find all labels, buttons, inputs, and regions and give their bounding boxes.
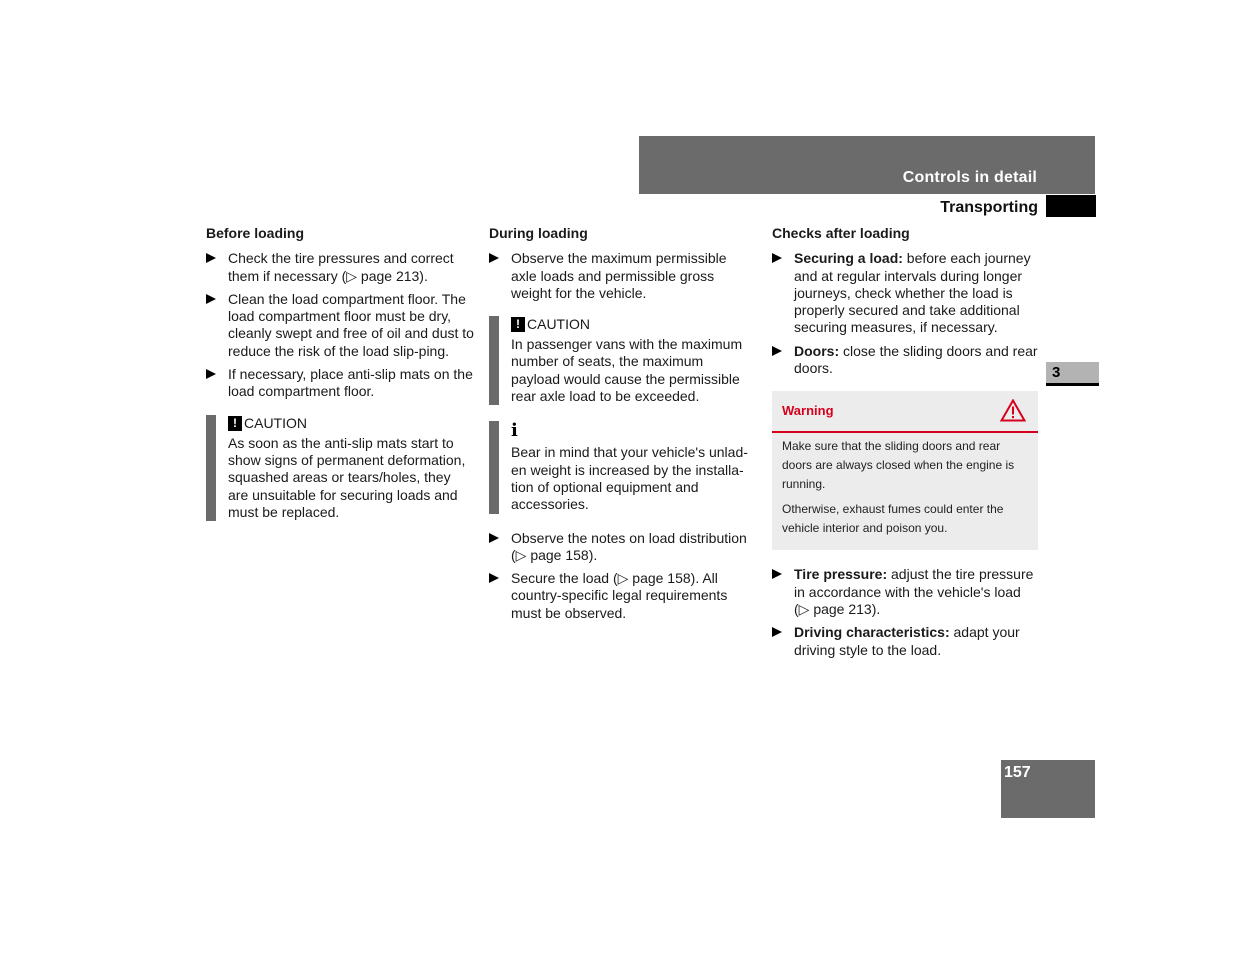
- note-bar: [489, 421, 499, 513]
- column-before-loading: [206, 225, 474, 537]
- list-item: [206, 291, 474, 360]
- caution-label: CAUTION: [527, 316, 590, 333]
- warning-box: [772, 391, 1038, 550]
- column-heading: Before loading: [206, 225, 305, 241]
- warning-text: Otherwise, exhaust fumes could enter the vehicle interior and poison you.: [782, 502, 1004, 536]
- bullet-text: adapt your driving style to the load.: [794, 624, 1020, 658]
- bullet-arrow-icon: [772, 253, 782, 263]
- bullet-arrow-icon: [772, 569, 782, 579]
- list-item: [772, 250, 1038, 336]
- chapter-tab: [1046, 362, 1099, 386]
- bullet-arrow-icon: [489, 573, 499, 583]
- bullet-text: before each journey and at regular intervals during longer journeys, check whether the load is properly secured and take additional securing measures, if necessary.: [794, 250, 1031, 336]
- bullet-arrow-icon: [772, 346, 782, 356]
- list-item: [489, 530, 755, 565]
- exclamation-icon: !: [228, 416, 242, 431]
- list-item: [772, 624, 1038, 659]
- column-checks-after-loading: [772, 225, 1038, 665]
- caution-text: As soon as the anti-slip mats start to show signs of permanent deformation, squashed areas or tears/holes, they are unsuitable for securing loads and must be replaced.: [228, 434, 466, 520]
- column-heading: Checks after loading: [772, 225, 910, 241]
- list-item: [206, 366, 474, 401]
- list-item: [772, 566, 1038, 618]
- bullet-term: Driving characteristics:: [794, 624, 950, 641]
- header-bar: [639, 136, 1095, 194]
- column-during-loading: [489, 225, 755, 628]
- caution-note: [206, 415, 474, 521]
- warning-label: Warning: [782, 403, 834, 419]
- info-text: Bear in mind that your vehicle's unlad-en weight is increased by the installa-tion of optional equipment and accessories.: [511, 444, 748, 513]
- column-heading: During loading: [489, 225, 588, 241]
- bullet-arrow-icon: [206, 253, 216, 263]
- chapter-number: 3: [1052, 364, 1061, 381]
- list-item: [772, 343, 1038, 378]
- bullet-text: Observe the notes on load distribution (▷ page 158).: [511, 529, 747, 563]
- bullet-text: adjust the tire pressure in accordance with the vehicle's load (▷ page 213).: [794, 566, 1034, 617]
- bullet-text: Check the tire pressures and correct them if necessary (▷ page 213).: [228, 250, 454, 284]
- exclamation-icon: !: [511, 317, 525, 332]
- caution-text: In passenger vans with the maximum number of seats, the maximum payload would cause the permissible rear axle load to be exceeded.: [511, 336, 743, 405]
- warning-header: [772, 391, 1038, 433]
- bullet-arrow-icon: [489, 253, 499, 263]
- bullet-arrow-icon: [489, 533, 499, 543]
- caution-label: CAUTION: [244, 414, 307, 431]
- note-bar: [206, 415, 216, 521]
- section-tab: [1046, 195, 1096, 217]
- page-number-box: [1001, 760, 1095, 818]
- bullet-text: close the sliding doors and rear doors.: [794, 342, 1038, 377]
- bullet-text: Observe the maximum permissible axle loads and permissible gross weight for the vehicle.: [511, 250, 727, 301]
- bullet-text: Clean the load compartment floor. The load compartment floor must be dry, cleanly swept and free of oil and dust to reduce the risk of the load slip-ping.: [228, 290, 474, 359]
- info-note: [489, 421, 755, 513]
- bullet-term: Doors:: [794, 342, 840, 359]
- bullet-term: Tire pressure:: [794, 566, 888, 583]
- page-number: 157: [1004, 764, 1031, 781]
- chapter-title: Controls in detail: [902, 169, 1037, 186]
- caution-note: [489, 316, 755, 405]
- section-title: Transporting: [940, 199, 1038, 216]
- list-item: [489, 570, 755, 622]
- list-item: [206, 250, 474, 285]
- note-bar: [489, 316, 499, 405]
- bullet-arrow-icon: [772, 627, 782, 637]
- bullet-text: If necessary, place anti-slip mats on the load compartment floor.: [228, 366, 473, 400]
- warning-triangle-icon: [1000, 399, 1026, 426]
- warning-text: Make sure that the sliding doors and rear doors are always closed when the engine is running.: [782, 439, 1015, 492]
- list-item: [489, 250, 755, 302]
- bullet-arrow-icon: [206, 369, 216, 379]
- bullet-arrow-icon: [206, 294, 216, 304]
- bullet-term: Securing a load:: [794, 250, 903, 267]
- info-icon: i: [511, 420, 518, 442]
- bullet-text: Secure the load (▷ page 158). All country-specific legal requirements must be observed.: [511, 570, 728, 621]
